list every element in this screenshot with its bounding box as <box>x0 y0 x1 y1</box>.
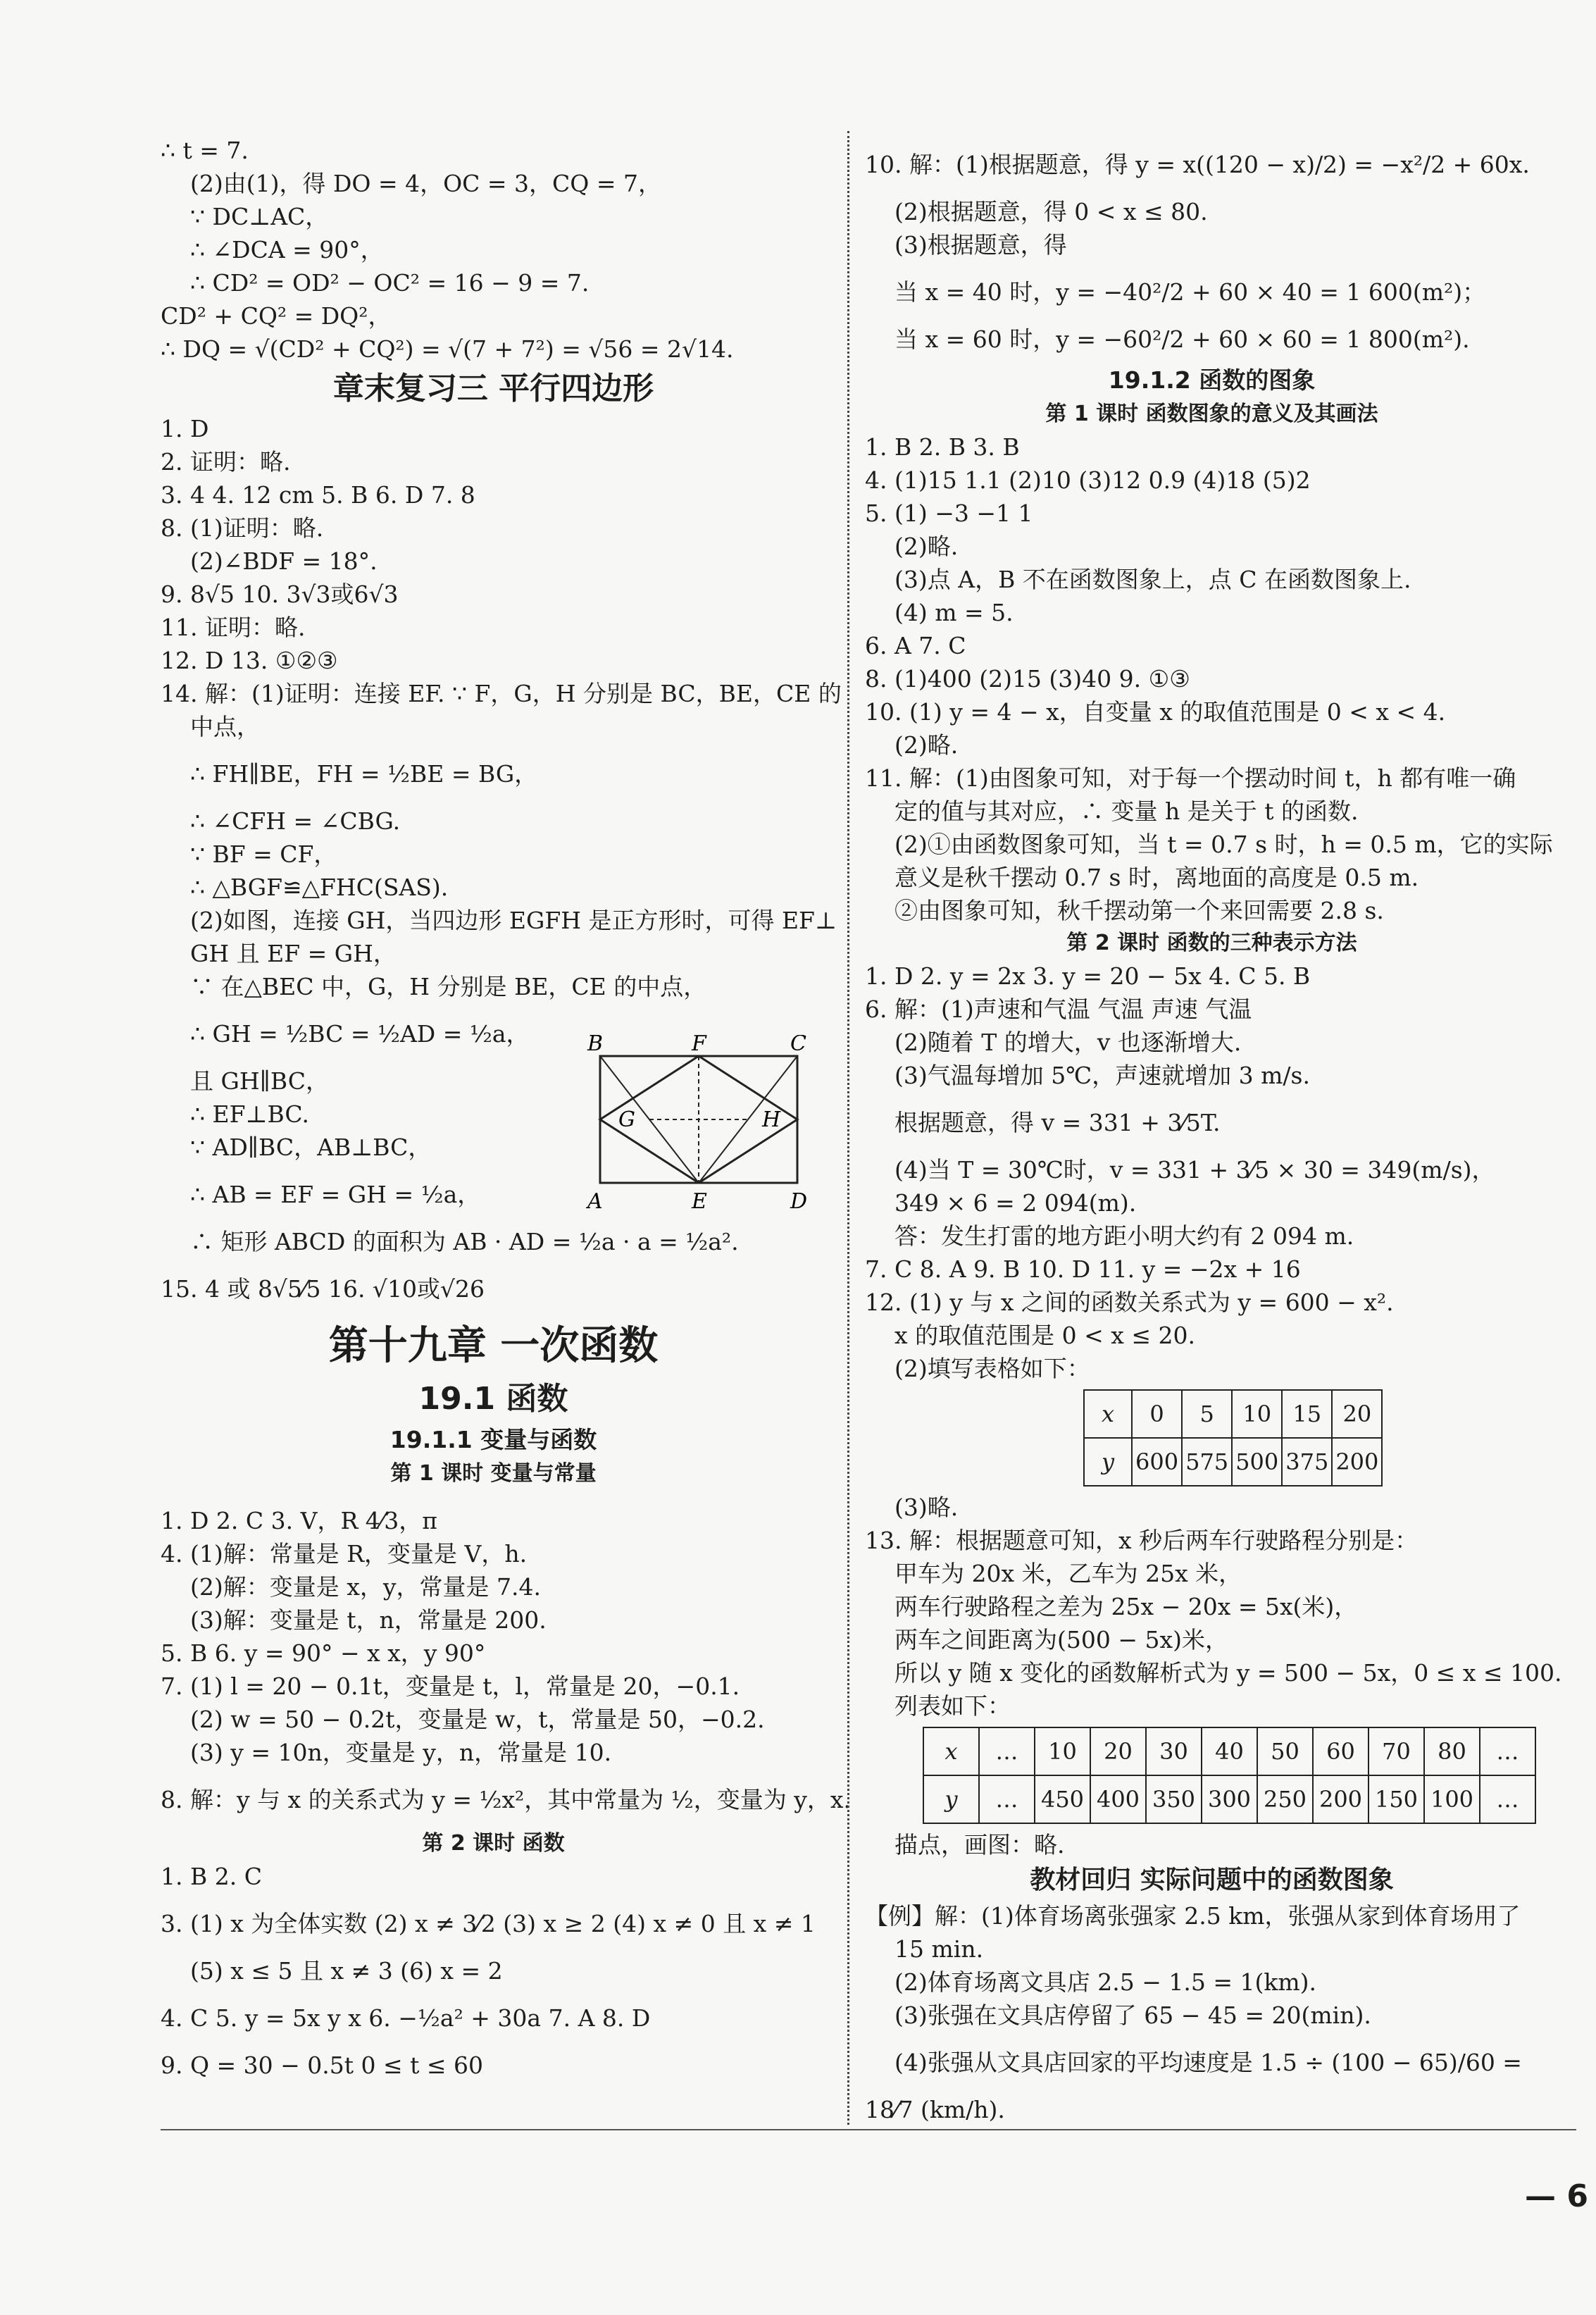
table-cell: 375 <box>1282 1438 1332 1486</box>
text-line: (2)略. <box>894 731 959 759</box>
text-line: 1. B 2. B 3. B <box>865 433 1020 461</box>
lesson-title: 第 1 课时 函数图象的意义及其画法 <box>1045 402 1378 426</box>
text-line: 2. 证明：略. <box>161 448 291 476</box>
text-line: (3)气温每增加 5℃，声速就增加 3 m/s. <box>894 1062 1310 1089</box>
text-line: (2)填写表格如下： <box>894 1355 1090 1382</box>
table-cell: x <box>1084 1390 1132 1438</box>
text-line: (3) y = 10n，变量是 y，n，常量是 10. <box>190 1739 612 1766</box>
text-line: 4. (1)解：常量是 R，变量是 V，h. <box>161 1540 528 1568</box>
text-line: 6. 解：(1)声速和气温 气温 声速 气温 <box>865 995 1252 1023</box>
text-line: 7. C 8. A 9. B 10. D 11. y = −2x + 16 <box>865 1255 1301 1283</box>
table-cell: 350 <box>1146 1775 1202 1823</box>
text-line: ∴ GH = ½BC = ½AD = ½a， <box>190 1020 530 1048</box>
right-column <box>865 134 1562 2126</box>
text-line: 1. B 2. C <box>161 1863 262 1890</box>
text-line: 349 × 6 = 2 094(m). <box>894 1189 1137 1217</box>
label-g: G <box>618 1107 635 1132</box>
text-line: 11. 证明：略. <box>161 614 306 641</box>
right-top-block <box>865 148 1559 356</box>
text-line: (3)解：变量是 t，n，常量是 200. <box>190 1606 547 1634</box>
text-line: ∴ ∠DCA = 90°， <box>190 236 384 263</box>
text-line: (2)由(1)，得 DO = 4，OC = 3，CQ = 7， <box>190 170 661 197</box>
table-cell: 100 <box>1424 1775 1480 1823</box>
right-lesson1-answers <box>865 430 1559 927</box>
table-cell: 500 <box>1232 1438 1282 1486</box>
table-cell: 450 <box>1035 1775 1090 1823</box>
text-line: 1. D 2. y = 2x 3. y = 20 − 5x 4. C 5. B <box>865 962 1311 990</box>
text-line: 【例】解：(1)体育场离张强家 2.5 km，张强从家到体育场用了 <box>865 1902 1521 1930</box>
text-line: 列表如下： <box>894 1692 1011 1720</box>
text-line: ∴ EF⊥BC. <box>190 1100 309 1128</box>
text-line: 8. (1)证明：略. <box>161 514 324 542</box>
text-line: 当 x = 60 时，y = −60²/2 + 60 × 60 = 1 800(m²). <box>894 325 1470 353</box>
lesson-title: 第 1 课时 变量与常量 <box>390 1461 597 1486</box>
text-line: 1. D <box>161 415 209 442</box>
text-line: ∵ BF = CF， <box>190 840 337 868</box>
text-line: 且 GH∥BC， <box>190 1067 329 1095</box>
text-line: ∴ CD² = OD² − OC² = 16 − 9 = 7. <box>190 269 590 297</box>
text-line: 意义是秋千摆动 0.7 s 时，离地面的高度是 0.5 m. <box>894 864 1419 891</box>
table-cell: … <box>1480 1775 1535 1823</box>
text-line: (2)略. <box>894 533 959 560</box>
text-line: 描点，画图：略. <box>894 1831 1065 1858</box>
lesson-title: 第 2 课时 函数的三种表示方法 <box>1066 931 1357 955</box>
table-cell: 10 <box>1035 1727 1090 1775</box>
left-top-block <box>161 134 826 366</box>
table-cell: 60 <box>1313 1727 1369 1775</box>
bottom-rule <box>161 2129 1576 2130</box>
text-line: 4. C 5. y = 5x y x 6. −½a² + 30a 7. A 8. D <box>161 2004 651 2032</box>
text-line: 12. (1) y 与 x 之间的函数关系式为 y = 600 − x². <box>865 1289 1394 1316</box>
text-line: (3)根据题意，得 <box>894 231 1067 259</box>
table-cell: 0 <box>1132 1390 1182 1438</box>
table-cell: 20 <box>1332 1390 1382 1438</box>
lesson-title: 第 2 课时 函数 <box>422 1831 565 1856</box>
text-line: ∴ FH∥BE，FH = ½BE = BG， <box>190 760 538 788</box>
text-line: ∴ t = 7. <box>161 137 249 164</box>
section-title-review: 教材回归 实际问题中的函数图象 <box>1030 1866 1394 1894</box>
text-line: 两车之间距离为(500 − 5x)米， <box>894 1626 1228 1653</box>
table-cell: 50 <box>1257 1727 1313 1775</box>
text-line: 答：发生打雷的地方距小明大约有 2 094 m. <box>894 1222 1354 1250</box>
text-line: (2)如图，连接 GH，当四边形 EGFH 是正方形时，可得 EF⊥ <box>190 907 837 934</box>
text-line: 15 min. <box>894 1935 984 1963</box>
text-line: 3. (1) x 为全体实数 (2) x ≠ 3⁄2 (3) x ≥ 2 (4) x ≠ 0 且 x ≠ 1 <box>161 1910 816 1937</box>
table-cell: y <box>923 1775 979 1823</box>
table-row <box>1084 1438 1382 1486</box>
lesson2-answers <box>161 1860 826 2082</box>
table-cell: 80 <box>1424 1727 1480 1775</box>
table-cell: 300 <box>1202 1775 1257 1823</box>
text-line: 4. (1)15 1.1 (2)10 (3)12 0.9 (4)18 (5)2 <box>865 466 1311 494</box>
review3-answers <box>161 412 842 1305</box>
text-line: 9. 8√5 10. 3√3或6√3 <box>161 581 399 608</box>
text-line: ∴ AB = EF = GH = ½a， <box>190 1181 481 1208</box>
table-row <box>923 1727 1535 1775</box>
text-line: ②由图象可知，秋千摆动第一个来回需要 2.8 s. <box>894 897 1384 924</box>
lesson1-answers <box>161 1504 851 1816</box>
text-line: ∴ ∠CFH = ∠CBG. <box>190 807 401 835</box>
text-line: 11. 解：(1)由图象可知，对于每一个摆动时间 t，h 都有唯一确 <box>865 764 1516 792</box>
text-line: GH 且 EF = GH， <box>190 940 397 967</box>
table-cell: 200 <box>1313 1775 1369 1823</box>
label-a: A <box>587 1189 603 1214</box>
text-line: ∴ △BGF≌△FHC(SAS). <box>190 874 449 901</box>
text-line: 5. (1) −3 −1 1 <box>865 499 1033 527</box>
value-table-q12 <box>1083 1389 1383 1487</box>
text-line: (3)张强在文具店停留了 65 − 45 = 20(min). <box>894 2001 1371 2029</box>
text-line: 9. Q = 30 − 0.5t 0 ≤ t ≤ 60 <box>161 2052 484 2079</box>
text-line: ∵ DC⊥AC， <box>190 203 329 230</box>
rectangle-abcd-figure <box>586 1035 811 1218</box>
text-line: 两车行驶路程之差为 25x − 20x = 5x(米)， <box>894 1593 1358 1620</box>
text-line: 6. A 7. C <box>865 632 966 659</box>
value-table-q13 <box>923 1727 1536 1824</box>
table-cell: 575 <box>1182 1438 1232 1486</box>
text-line: 14. 解：(1)证明：连接 EF. ∵ F，G，H 分别是 BC，BE，CE 的 <box>161 680 842 707</box>
example-answer <box>865 1899 1559 2126</box>
text-line: (4)当 T = 30℃时，v = 331 + 3⁄5 × 30 = 349(m/s)， <box>894 1156 1495 1184</box>
column-divider <box>847 131 849 2125</box>
text-line: (2)随着 T 的增大，v 也逐渐增大. <box>894 1029 1242 1056</box>
text-line: (2)∠BDF = 18°. <box>190 547 378 575</box>
text-line: 15. 4 或 8√5⁄5 16. √10或√26 <box>161 1275 485 1303</box>
section-title: 19.1 函数 <box>418 1381 568 1417</box>
table-row <box>1084 1390 1382 1438</box>
label-e: E <box>692 1189 707 1214</box>
table-row <box>923 1775 1535 1823</box>
text-line: x 的取值范围是 0 < x ≤ 20. <box>894 1322 1195 1349</box>
right-lesson2-answers <box>865 960 1559 1385</box>
table-cell: 250 <box>1257 1775 1313 1823</box>
label-b: B <box>587 1035 604 1056</box>
text-line: CD² + CQ² = DQ²， <box>161 302 392 330</box>
table-cell: 30 <box>1146 1727 1202 1775</box>
text-line: (3)略. <box>894 1494 959 1521</box>
text-line: 12. D 13. ①②③ <box>161 647 338 674</box>
text-line: (2)体育场离文具店 2.5 − 1.5 = 1(km). <box>894 1968 1316 1996</box>
text-line: 10. 解：(1)根据题意，得 y = x((120 − x)/2) = −x²/2 + 60x. <box>865 151 1530 178</box>
text-line: (2)解：变量是 x，y，常量是 7.4. <box>190 1573 541 1601</box>
text-line: (2)①由函数图象可知，当 t = 0.7 s 时，h = 0.5 m，它的实际 <box>894 831 1553 858</box>
text-line: ∴ 矩形 ABCD 的面积为 AB · AD = ½a · a = ½a². <box>190 1228 739 1255</box>
text-line: 10. (1) y = 4 − x，自变量 x 的取值范围是 0 < x < 4. <box>865 698 1446 726</box>
table-cell: 70 <box>1369 1727 1424 1775</box>
text-line: (2) w = 50 − 0.2t，变量是 w，t，常量是 50，−0.2. <box>190 1706 765 1733</box>
text-line: (4) m = 5. <box>894 599 1014 626</box>
subsection-title: 19.1.1 变量与函数 <box>389 1426 597 1453</box>
text-line: 根据题意，得 v = 331 + 3⁄5T. <box>894 1109 1221 1136</box>
text-line: ∵ 在△BEC 中，G，H 分别是 BE，CE 的中点， <box>190 973 707 1000</box>
table-cell: 20 <box>1090 1727 1146 1775</box>
text-line: ∵ AD∥BC，AB⊥BC， <box>190 1134 432 1161</box>
text-line: 当 x = 40 时，y = −40²/2 + 60 × 40 = 1 600(m²)； <box>894 278 1486 306</box>
page-number: — 6 <box>1525 2178 1588 2214</box>
table-cell: … <box>1480 1727 1535 1775</box>
text-line: 中点， <box>190 713 260 740</box>
table-cell: 5 <box>1182 1390 1232 1438</box>
table-cell: 10 <box>1232 1390 1282 1438</box>
label-f: F <box>692 1035 706 1056</box>
text-line: 7. (1) l = 20 − 0.1t，变量是 t，l，常量是 20，−0.1. <box>161 1672 740 1700</box>
left-column <box>161 134 851 2082</box>
label-h: H <box>762 1107 781 1132</box>
table-cell: y <box>1084 1438 1132 1486</box>
text-line: 18⁄7 (km/h). <box>865 2096 1005 2123</box>
text-line: 3. 4 4. 12 cm 5. B 6. D 7. 8 <box>161 481 475 509</box>
text-line: ∴ DQ = √(CD² + CQ²) = √(7 + 7²) = √56 = 2√14. <box>161 335 734 363</box>
table-cell: 150 <box>1369 1775 1424 1823</box>
text-line: 5. B 6. y = 90° − x x，y 90° <box>161 1639 486 1667</box>
chapter-title: 第十九章 一次函数 <box>328 1323 659 1369</box>
table-cell: 600 <box>1132 1438 1182 1486</box>
text-line: 1. D 2. C 3. V，R 4⁄3，π <box>161 1507 437 1534</box>
q13-answer <box>865 1524 1562 1723</box>
text-line: (4)张强从文具店回家的平均速度是 1.5 ÷ (100 − 65)/60 = <box>894 2049 1522 2076</box>
table-cell: 400 <box>1090 1775 1146 1823</box>
section-title-review3: 章末复习三 平行四边形 <box>332 371 654 406</box>
table-cell: 40 <box>1202 1727 1257 1775</box>
subsection-title: 19.1.2 函数的图象 <box>1108 366 1316 394</box>
table-cell: 200 <box>1332 1438 1382 1486</box>
text-line: 定的值与其对应，∴ 变量 h 是关于 t 的函数. <box>894 797 1359 825</box>
table-cell: 15 <box>1282 1390 1332 1438</box>
label-c: C <box>790 1035 806 1056</box>
text-line: (3)点 A，B 不在函数图象上，点 C 在函数图象上. <box>894 566 1411 593</box>
label-d: D <box>790 1189 808 1214</box>
text-line: (5) x ≤ 5 且 x ≠ 3 (6) x = 2 <box>190 1957 503 1985</box>
table-cell: … <box>979 1727 1035 1775</box>
text-line: 13. 解：根据题意可知，x 秒后两车行驶路程分别是： <box>865 1527 1419 1554</box>
text-line: 8. 解：y 与 x 的关系式为 y = ½x²，其中常量为 ½，变量为 y，x. <box>161 1786 851 1813</box>
table-cell: x <box>923 1727 979 1775</box>
text-line: 所以 y 随 x 变化的函数解析式为 y = 500 − 5x，0 ≤ x ≤ 100. <box>894 1659 1562 1687</box>
table-cell: … <box>979 1775 1035 1823</box>
text-line: 8. (1)400 (2)15 (3)40 9. ①③ <box>865 665 1190 693</box>
text-line: 甲车为 20x 米，乙车为 25x 米， <box>894 1560 1242 1587</box>
text-line: (2)根据题意，得 0 < x ≤ 80. <box>894 198 1208 225</box>
